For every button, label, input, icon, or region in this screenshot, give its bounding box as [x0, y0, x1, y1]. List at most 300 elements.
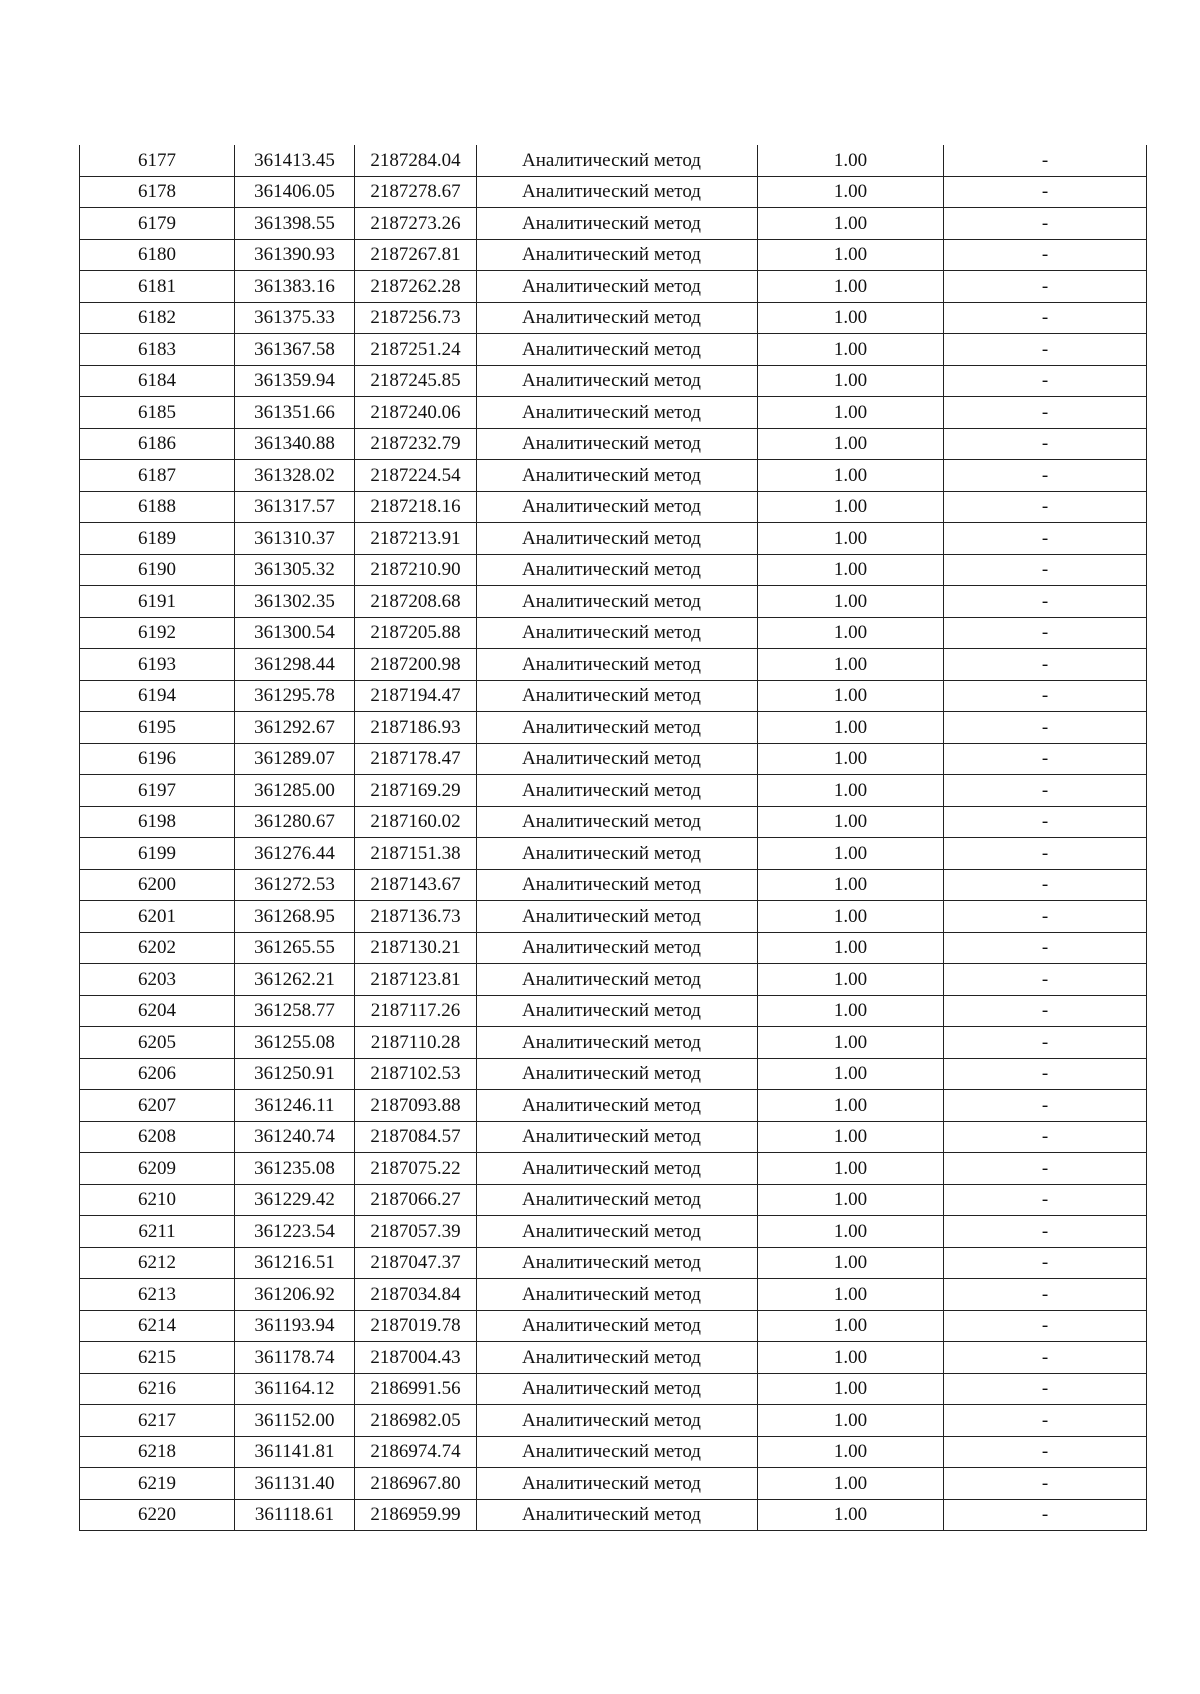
method-cell: Аналитический метод [477, 460, 758, 492]
x-coordinate-cell: 361302.35 [235, 586, 355, 618]
x-coordinate-cell: 361310.37 [235, 523, 355, 555]
accuracy-cell: 1.00 [758, 932, 944, 964]
x-coordinate-cell: 361250.91 [235, 1058, 355, 1090]
table-row [80, 1405, 1147, 1437]
accuracy-cell: 1.00 [758, 617, 944, 649]
coordinates-table-body [80, 145, 1147, 1531]
accuracy-cell: 1.00 [758, 838, 944, 870]
point-number-cell: 6203 [80, 964, 235, 996]
accuracy-cell: 1.00 [758, 806, 944, 838]
accuracy-cell: 1.00 [758, 995, 944, 1027]
method-cell: Аналитический метод [477, 523, 758, 555]
table-row [80, 523, 1147, 555]
x-coordinate-cell: 361193.94 [235, 1310, 355, 1342]
point-number-cell: 6218 [80, 1436, 235, 1468]
y-coordinate-cell: 2186991.56 [355, 1373, 477, 1405]
x-coordinate-cell: 361178.74 [235, 1342, 355, 1374]
accuracy-cell: 1.00 [758, 208, 944, 240]
table-row [80, 239, 1147, 271]
method-cell: Аналитический метод [477, 964, 758, 996]
point-number-cell: 6208 [80, 1121, 235, 1153]
table-row [80, 302, 1147, 334]
method-cell: Аналитический метод [477, 1310, 758, 1342]
accuracy-cell: 1.00 [758, 523, 944, 555]
x-coordinate-cell: 361351.66 [235, 397, 355, 429]
table-row [80, 1279, 1147, 1311]
method-cell: Аналитический метод [477, 995, 758, 1027]
accuracy-cell: 1.00 [758, 1499, 944, 1531]
table-row [80, 712, 1147, 744]
point-number-cell: 6196 [80, 743, 235, 775]
note-cell: - [944, 1373, 1147, 1405]
table-row [80, 460, 1147, 492]
point-number-cell: 6181 [80, 271, 235, 303]
y-coordinate-cell: 2186982.05 [355, 1405, 477, 1437]
y-coordinate-cell: 2187194.47 [355, 680, 477, 712]
note-cell: - [944, 1342, 1147, 1374]
point-number-cell: 6217 [80, 1405, 235, 1437]
y-coordinate-cell: 2187057.39 [355, 1216, 477, 1248]
method-cell: Аналитический метод [477, 1184, 758, 1216]
accuracy-cell: 1.00 [758, 334, 944, 366]
table-row [80, 995, 1147, 1027]
method-cell: Аналитический метод [477, 428, 758, 460]
note-cell: - [944, 145, 1147, 176]
accuracy-cell: 1.00 [758, 271, 944, 303]
method-cell: Аналитический метод [477, 397, 758, 429]
accuracy-cell: 1.00 [758, 460, 944, 492]
x-coordinate-cell: 361164.12 [235, 1373, 355, 1405]
method-cell: Аналитический метод [477, 617, 758, 649]
method-cell: Аналитический метод [477, 1247, 758, 1279]
accuracy-cell: 1.00 [758, 1247, 944, 1279]
accuracy-cell: 1.00 [758, 1153, 944, 1185]
method-cell: Аналитический метод [477, 712, 758, 744]
method-cell: Аналитический метод [477, 1058, 758, 1090]
table-row [80, 1436, 1147, 1468]
y-coordinate-cell: 2187232.79 [355, 428, 477, 460]
coordinates-table [79, 145, 1147, 1531]
note-cell: - [944, 1499, 1147, 1531]
x-coordinate-cell: 361298.44 [235, 649, 355, 681]
note-cell: - [944, 901, 1147, 933]
method-cell: Аналитический метод [477, 649, 758, 681]
y-coordinate-cell: 2187110.28 [355, 1027, 477, 1059]
accuracy-cell: 1.00 [758, 1342, 944, 1374]
point-number-cell: 6186 [80, 428, 235, 460]
x-coordinate-cell: 361375.33 [235, 302, 355, 334]
x-coordinate-cell: 361292.67 [235, 712, 355, 744]
note-cell: - [944, 1436, 1147, 1468]
x-coordinate-cell: 361276.44 [235, 838, 355, 870]
method-cell: Аналитический метод [477, 869, 758, 901]
table-row [80, 806, 1147, 838]
table-row [80, 775, 1147, 807]
y-coordinate-cell: 2187267.81 [355, 239, 477, 271]
x-coordinate-cell: 361206.92 [235, 1279, 355, 1311]
accuracy-cell: 1.00 [758, 365, 944, 397]
note-cell: - [944, 460, 1147, 492]
point-number-cell: 6213 [80, 1279, 235, 1311]
table-row [80, 1184, 1147, 1216]
x-coordinate-cell: 361152.00 [235, 1405, 355, 1437]
x-coordinate-cell: 361131.40 [235, 1468, 355, 1500]
point-number-cell: 6184 [80, 365, 235, 397]
method-cell: Аналитический метод [477, 491, 758, 523]
x-coordinate-cell: 361406.05 [235, 176, 355, 208]
method-cell: Аналитический метод [477, 1279, 758, 1311]
note-cell: - [944, 554, 1147, 586]
note-cell: - [944, 1153, 1147, 1185]
y-coordinate-cell: 2187273.26 [355, 208, 477, 240]
table-row [80, 1090, 1147, 1122]
x-coordinate-cell: 361285.00 [235, 775, 355, 807]
table-row [80, 271, 1147, 303]
y-coordinate-cell: 2187178.47 [355, 743, 477, 775]
table-row [80, 649, 1147, 681]
accuracy-cell: 1.00 [758, 1121, 944, 1153]
point-number-cell: 6197 [80, 775, 235, 807]
table-row [80, 1058, 1147, 1090]
x-coordinate-cell: 361262.21 [235, 964, 355, 996]
table-row [80, 145, 1147, 176]
point-number-cell: 6191 [80, 586, 235, 618]
accuracy-cell: 1.00 [758, 1027, 944, 1059]
x-coordinate-cell: 361300.54 [235, 617, 355, 649]
method-cell: Аналитический метод [477, 554, 758, 586]
y-coordinate-cell: 2187123.81 [355, 964, 477, 996]
method-cell: Аналитический метод [477, 1090, 758, 1122]
accuracy-cell: 1.00 [758, 491, 944, 523]
method-cell: Аналитический метод [477, 239, 758, 271]
method-cell: Аналитический метод [477, 334, 758, 366]
note-cell: - [944, 271, 1147, 303]
x-coordinate-cell: 361268.95 [235, 901, 355, 933]
point-number-cell: 6202 [80, 932, 235, 964]
note-cell: - [944, 743, 1147, 775]
y-coordinate-cell: 2187205.88 [355, 617, 477, 649]
accuracy-cell: 1.00 [758, 775, 944, 807]
accuracy-cell: 1.00 [758, 302, 944, 334]
point-number-cell: 6185 [80, 397, 235, 429]
accuracy-cell: 1.00 [758, 1058, 944, 1090]
method-cell: Аналитический метод [477, 1216, 758, 1248]
method-cell: Аналитический метод [477, 1121, 758, 1153]
accuracy-cell: 1.00 [758, 397, 944, 429]
point-number-cell: 6198 [80, 806, 235, 838]
accuracy-cell: 1.00 [758, 712, 944, 744]
point-number-cell: 6194 [80, 680, 235, 712]
note-cell: - [944, 649, 1147, 681]
x-coordinate-cell: 361317.57 [235, 491, 355, 523]
point-number-cell: 6177 [80, 145, 235, 176]
y-coordinate-cell: 2186959.99 [355, 1499, 477, 1531]
table-row [80, 554, 1147, 586]
accuracy-cell: 1.00 [758, 743, 944, 775]
y-coordinate-cell: 2187245.85 [355, 365, 477, 397]
note-cell: - [944, 523, 1147, 555]
x-coordinate-cell: 361223.54 [235, 1216, 355, 1248]
note-cell: - [944, 428, 1147, 460]
point-number-cell: 6220 [80, 1499, 235, 1531]
method-cell: Аналитический метод [477, 176, 758, 208]
accuracy-cell: 1.00 [758, 239, 944, 271]
y-coordinate-cell: 2187284.04 [355, 145, 477, 176]
method-cell: Аналитический метод [477, 680, 758, 712]
x-coordinate-cell: 361289.07 [235, 743, 355, 775]
note-cell: - [944, 1216, 1147, 1248]
accuracy-cell: 1.00 [758, 1310, 944, 1342]
note-cell: - [944, 1090, 1147, 1122]
method-cell: Аналитический метод [477, 775, 758, 807]
y-coordinate-cell: 2186967.80 [355, 1468, 477, 1500]
note-cell: - [944, 302, 1147, 334]
x-coordinate-cell: 361246.11 [235, 1090, 355, 1122]
point-number-cell: 6207 [80, 1090, 235, 1122]
note-cell: - [944, 491, 1147, 523]
note-cell: - [944, 712, 1147, 744]
method-cell: Аналитический метод [477, 1468, 758, 1500]
point-number-cell: 6201 [80, 901, 235, 933]
y-coordinate-cell: 2187160.02 [355, 806, 477, 838]
note-cell: - [944, 239, 1147, 271]
table-row [80, 1027, 1147, 1059]
note-cell: - [944, 617, 1147, 649]
note-cell: - [944, 1279, 1147, 1311]
y-coordinate-cell: 2187034.84 [355, 1279, 477, 1311]
note-cell: - [944, 932, 1147, 964]
y-coordinate-cell: 2187130.21 [355, 932, 477, 964]
accuracy-cell: 1.00 [758, 901, 944, 933]
note-cell: - [944, 1405, 1147, 1437]
x-coordinate-cell: 361235.08 [235, 1153, 355, 1185]
table-row [80, 617, 1147, 649]
note-cell: - [944, 1468, 1147, 1500]
y-coordinate-cell: 2187047.37 [355, 1247, 477, 1279]
x-coordinate-cell: 361295.78 [235, 680, 355, 712]
method-cell: Аналитический метод [477, 1027, 758, 1059]
table-row [80, 208, 1147, 240]
y-coordinate-cell: 2187240.06 [355, 397, 477, 429]
x-coordinate-cell: 361240.74 [235, 1121, 355, 1153]
accuracy-cell: 1.00 [758, 964, 944, 996]
y-coordinate-cell: 2187186.93 [355, 712, 477, 744]
x-coordinate-cell: 361367.58 [235, 334, 355, 366]
table-row [80, 1310, 1147, 1342]
note-cell: - [944, 334, 1147, 366]
x-coordinate-cell: 361398.55 [235, 208, 355, 240]
table-row [80, 1216, 1147, 1248]
method-cell: Аналитический метод [477, 1436, 758, 1468]
point-number-cell: 6210 [80, 1184, 235, 1216]
x-coordinate-cell: 361359.94 [235, 365, 355, 397]
note-cell: - [944, 964, 1147, 996]
y-coordinate-cell: 2187019.78 [355, 1310, 477, 1342]
x-coordinate-cell: 361280.67 [235, 806, 355, 838]
method-cell: Аналитический метод [477, 932, 758, 964]
table-row [80, 428, 1147, 460]
y-coordinate-cell: 2187084.57 [355, 1121, 477, 1153]
method-cell: Аналитический метод [477, 901, 758, 933]
y-coordinate-cell: 2187093.88 [355, 1090, 477, 1122]
point-number-cell: 6204 [80, 995, 235, 1027]
table-row [80, 1342, 1147, 1374]
x-coordinate-cell: 361265.55 [235, 932, 355, 964]
x-coordinate-cell: 361216.51 [235, 1247, 355, 1279]
y-coordinate-cell: 2187169.29 [355, 775, 477, 807]
note-cell: - [944, 775, 1147, 807]
point-number-cell: 6209 [80, 1153, 235, 1185]
x-coordinate-cell: 361390.93 [235, 239, 355, 271]
x-coordinate-cell: 361383.16 [235, 271, 355, 303]
accuracy-cell: 1.00 [758, 428, 944, 460]
method-cell: Аналитический метод [477, 586, 758, 618]
accuracy-cell: 1.00 [758, 1436, 944, 1468]
point-number-cell: 6206 [80, 1058, 235, 1090]
y-coordinate-cell: 2187218.16 [355, 491, 477, 523]
point-number-cell: 6183 [80, 334, 235, 366]
note-cell: - [944, 1058, 1147, 1090]
y-coordinate-cell: 2187251.24 [355, 334, 477, 366]
note-cell: - [944, 397, 1147, 429]
point-number-cell: 6179 [80, 208, 235, 240]
table-row [80, 680, 1147, 712]
method-cell: Аналитический метод [477, 1342, 758, 1374]
y-coordinate-cell: 2187004.43 [355, 1342, 477, 1374]
method-cell: Аналитический метод [477, 1499, 758, 1531]
note-cell: - [944, 680, 1147, 712]
y-coordinate-cell: 2187200.98 [355, 649, 477, 681]
table-row [80, 838, 1147, 870]
y-coordinate-cell: 2187075.22 [355, 1153, 477, 1185]
note-cell: - [944, 365, 1147, 397]
accuracy-cell: 1.00 [758, 586, 944, 618]
point-number-cell: 6190 [80, 554, 235, 586]
table-row [80, 964, 1147, 996]
method-cell: Аналитический метод [477, 302, 758, 334]
point-number-cell: 6182 [80, 302, 235, 334]
method-cell: Аналитический метод [477, 1153, 758, 1185]
note-cell: - [944, 1310, 1147, 1342]
method-cell: Аналитический метод [477, 271, 758, 303]
note-cell: - [944, 995, 1147, 1027]
table-row [80, 397, 1147, 429]
table-row [80, 901, 1147, 933]
point-number-cell: 6200 [80, 869, 235, 901]
table-row [80, 1121, 1147, 1153]
method-cell: Аналитический метод [477, 145, 758, 176]
y-coordinate-cell: 2187213.91 [355, 523, 477, 555]
accuracy-cell: 1.00 [758, 176, 944, 208]
point-number-cell: 6192 [80, 617, 235, 649]
accuracy-cell: 1.00 [758, 1468, 944, 1500]
method-cell: Аналитический метод [477, 838, 758, 870]
note-cell: - [944, 176, 1147, 208]
accuracy-cell: 1.00 [758, 649, 944, 681]
accuracy-cell: 1.00 [758, 1216, 944, 1248]
point-number-cell: 6193 [80, 649, 235, 681]
note-cell: - [944, 208, 1147, 240]
accuracy-cell: 1.00 [758, 869, 944, 901]
point-number-cell: 6216 [80, 1373, 235, 1405]
table-row [80, 491, 1147, 523]
note-cell: - [944, 1121, 1147, 1153]
note-cell: - [944, 1184, 1147, 1216]
method-cell: Аналитический метод [477, 208, 758, 240]
y-coordinate-cell: 2187278.67 [355, 176, 477, 208]
note-cell: - [944, 586, 1147, 618]
table-row [80, 1373, 1147, 1405]
point-number-cell: 6189 [80, 523, 235, 555]
note-cell: - [944, 1247, 1147, 1279]
y-coordinate-cell: 2187151.38 [355, 838, 477, 870]
point-number-cell: 6214 [80, 1310, 235, 1342]
note-cell: - [944, 1027, 1147, 1059]
note-cell: - [944, 838, 1147, 870]
x-coordinate-cell: 361328.02 [235, 460, 355, 492]
point-number-cell: 6215 [80, 1342, 235, 1374]
table-row [80, 1153, 1147, 1185]
table-row [80, 743, 1147, 775]
y-coordinate-cell: 2187066.27 [355, 1184, 477, 1216]
x-coordinate-cell: 361255.08 [235, 1027, 355, 1059]
table-row [80, 365, 1147, 397]
point-number-cell: 6187 [80, 460, 235, 492]
point-number-cell: 6180 [80, 239, 235, 271]
point-number-cell: 6178 [80, 176, 235, 208]
x-coordinate-cell: 361258.77 [235, 995, 355, 1027]
point-number-cell: 6211 [80, 1216, 235, 1248]
method-cell: Аналитический метод [477, 743, 758, 775]
table-row [80, 586, 1147, 618]
y-coordinate-cell: 2187136.73 [355, 901, 477, 933]
accuracy-cell: 1.00 [758, 680, 944, 712]
y-coordinate-cell: 2186974.74 [355, 1436, 477, 1468]
table-row [80, 1499, 1147, 1531]
accuracy-cell: 1.00 [758, 145, 944, 176]
y-coordinate-cell: 2187102.53 [355, 1058, 477, 1090]
method-cell: Аналитический метод [477, 1373, 758, 1405]
accuracy-cell: 1.00 [758, 1279, 944, 1311]
point-number-cell: 6195 [80, 712, 235, 744]
table-row [80, 176, 1147, 208]
note-cell: - [944, 869, 1147, 901]
y-coordinate-cell: 2187210.90 [355, 554, 477, 586]
x-coordinate-cell: 361229.42 [235, 1184, 355, 1216]
x-coordinate-cell: 361305.32 [235, 554, 355, 586]
x-coordinate-cell: 361272.53 [235, 869, 355, 901]
y-coordinate-cell: 2187256.73 [355, 302, 477, 334]
point-number-cell: 6205 [80, 1027, 235, 1059]
x-coordinate-cell: 361340.88 [235, 428, 355, 460]
note-cell: - [944, 806, 1147, 838]
y-coordinate-cell: 2187208.68 [355, 586, 477, 618]
point-number-cell: 6199 [80, 838, 235, 870]
accuracy-cell: 1.00 [758, 1373, 944, 1405]
table-row [80, 334, 1147, 366]
method-cell: Аналитический метод [477, 365, 758, 397]
point-number-cell: 6188 [80, 491, 235, 523]
x-coordinate-cell: 361141.81 [235, 1436, 355, 1468]
point-number-cell: 6219 [80, 1468, 235, 1500]
y-coordinate-cell: 2187117.26 [355, 995, 477, 1027]
accuracy-cell: 1.00 [758, 1090, 944, 1122]
method-cell: Аналитический метод [477, 806, 758, 838]
accuracy-cell: 1.00 [758, 1405, 944, 1437]
y-coordinate-cell: 2187143.67 [355, 869, 477, 901]
x-coordinate-cell: 361413.45 [235, 145, 355, 176]
table-row [80, 869, 1147, 901]
